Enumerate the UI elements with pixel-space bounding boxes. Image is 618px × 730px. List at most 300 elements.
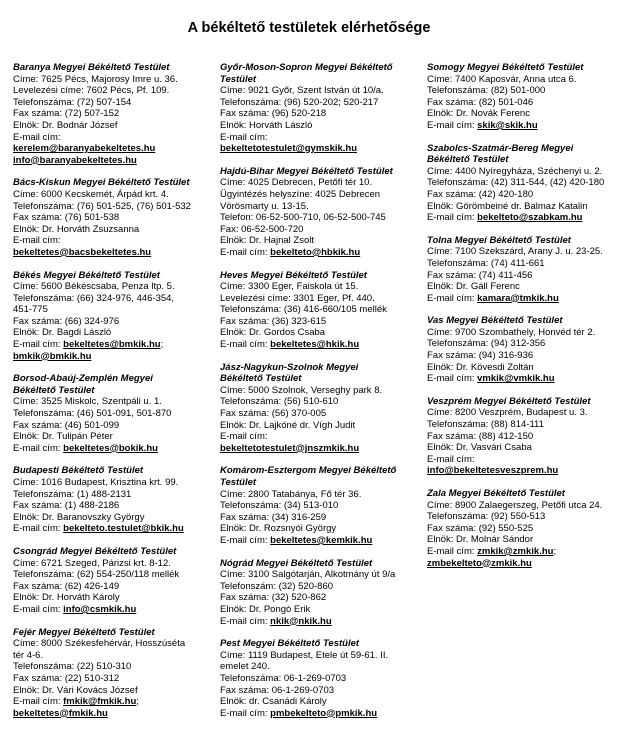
- text-segment: Fax száma: (36) 323-615: [220, 315, 327, 327]
- contact-line: [13, 592, 205, 604]
- contact-line: [427, 500, 618, 512]
- contact-line: [220, 500, 412, 512]
- email-link[interactable]: bekeltetotestulet@jnszmkik.hu: [220, 442, 360, 454]
- email-link[interactable]: info@bekeltetesveszprem.hu: [427, 465, 559, 477]
- text-segment: Címe: 4400 Nyíregyháza, Széchenyi u. 2.: [427, 165, 603, 177]
- contact-line: [220, 281, 412, 293]
- board-entry: [13, 62, 205, 166]
- contact-line: [220, 385, 412, 397]
- contact-line: [220, 212, 412, 224]
- contact-line: [220, 616, 412, 628]
- text-segment: Vörösmarty u. 13-15.: [220, 200, 309, 212]
- board-entry: [13, 465, 205, 535]
- contact-line: [220, 316, 412, 328]
- contact-line: [427, 327, 618, 339]
- text-segment: Telefonszáma: (1) 488-2131: [13, 488, 132, 500]
- contact-line: [13, 281, 205, 293]
- text-segment: E-mail cím:: [427, 212, 478, 224]
- board-entry: [220, 638, 412, 719]
- contact-line: [13, 212, 205, 224]
- text-segment: E-mail cím:: [13, 339, 64, 351]
- text-segment: Fax száma: (88) 412-150: [427, 430, 534, 442]
- board-name: Pest Megyei Békéltető Testület: [220, 638, 360, 650]
- text-segment: Fax száma: (32) 520-862: [220, 592, 327, 604]
- contact-line: [13, 351, 205, 363]
- board-entry: [427, 396, 618, 477]
- text-segment: Telefonszáma: (42) 311-544, (42) 420-180: [427, 177, 605, 189]
- contact-line: [220, 327, 412, 339]
- contact-line: [220, 581, 412, 593]
- text-segment: E-mail cím:: [427, 373, 478, 385]
- email-link[interactable]: zmkik@zmkik.hu: [477, 545, 554, 557]
- text-segment: E-mail cím:: [220, 339, 271, 351]
- text-segment: Elnök: Dr. Hajnal Zsolt: [220, 235, 314, 247]
- contact-line: [220, 247, 412, 259]
- text-segment: Címe: 5600 Békéscsaba, Penza ltp. 5.: [13, 281, 175, 293]
- contact-line: [427, 120, 618, 132]
- contact-line: [427, 407, 618, 419]
- text-segment: Telefonszáma: (62) 554-250/118 mellék: [13, 569, 180, 581]
- contact-line: [427, 270, 618, 282]
- board-name: Veszprém Megyei Békéltető Testület: [427, 395, 591, 407]
- text-segment: ;: [160, 339, 164, 351]
- text-segment: Telefonszáma: (56) 510-610: [220, 396, 339, 408]
- contact-line: [427, 350, 618, 362]
- text-segment: Címe: 1119 Budapest, Etele út 59-61. II.: [220, 649, 389, 661]
- text-segment: Telefon: 06-52-500-710, 06-52-500-745: [220, 212, 386, 224]
- text-segment: Címe: 7625 Pécs, Majorosy Imre u. 36.: [13, 73, 178, 85]
- board-entry: [13, 270, 205, 363]
- contact-line: [427, 189, 618, 201]
- text-segment: Telefonszáma: (82) 501-000: [427, 85, 546, 97]
- board-name: Szabolcs-Szatmár-Bereg Megyei: [427, 142, 574, 154]
- text-segment: E-mail cím:: [13, 442, 64, 454]
- board-name: Vas Megyei Békéltető Testület: [427, 315, 563, 327]
- email-link[interactable]: kerelem@baranyabekeltetes.hu: [13, 143, 156, 155]
- contact-line: [13, 189, 205, 201]
- column: [220, 62, 412, 730]
- contact-line: [220, 661, 412, 673]
- contact-line: [220, 685, 412, 697]
- contact-line: [220, 97, 412, 109]
- contact-line: [427, 546, 618, 558]
- contact-line: [13, 604, 205, 616]
- contact-line: [220, 304, 412, 316]
- contact-line: [220, 512, 412, 524]
- board-name: Borsod-Abaúj-Zemplén Megyei: [13, 373, 153, 385]
- text-segment: Címe: 7400 Kaposvár, Anna utca 6.: [427, 73, 577, 85]
- contact-line: [427, 166, 618, 178]
- column: [427, 62, 618, 730]
- contact-line: [13, 558, 205, 570]
- email-link[interactable]: bekeltetes@bmkik.hu: [63, 339, 161, 351]
- board-entry: [220, 270, 412, 351]
- text-segment: E-mail cím:: [13, 523, 64, 535]
- text-segment: E-mail cím:: [13, 603, 64, 615]
- board-entry: [220, 62, 412, 155]
- text-segment: Elnök: Dr. Gordos Csaba: [220, 327, 326, 339]
- contact-line: [13, 512, 205, 524]
- text-segment: Fax: 06-52-500-720: [220, 223, 304, 235]
- contact-line: [427, 373, 618, 385]
- text-segment: Elnök: Horváth László: [220, 119, 313, 131]
- contact-line: [13, 661, 205, 673]
- contact-line: [220, 120, 412, 132]
- contact-line: [13, 443, 205, 455]
- text-segment: Telefonszáma: (88) 814-111: [427, 419, 544, 431]
- board-name: Baranya Megyei Békéltető Testület: [13, 62, 170, 73]
- text-segment: Címe: 3100 Salgótarján, Alkotmány út 9/a: [220, 569, 396, 581]
- text-segment: Címe: 7100 Szekszárd, Arany J. u. 23-25.: [427, 246, 603, 258]
- contact-line: [13, 489, 205, 501]
- text-segment: E-mail cím:: [427, 453, 475, 465]
- text-segment: ;: [136, 696, 139, 708]
- text-segment: E-mail cím:: [13, 235, 61, 247]
- email-link[interactable]: bekeltetes@hkik.hu: [270, 339, 360, 351]
- text-segment: Elnök: Dr. Kövesdi Zoltán: [427, 361, 534, 373]
- board-name: Fejér Megyei Békéltető Testület: [13, 626, 155, 638]
- contact-line: [427, 201, 618, 213]
- contact-line: [13, 304, 205, 316]
- contact-line: [13, 581, 205, 593]
- text-segment: Elnök: Dr. Molnár Sándor: [427, 534, 534, 546]
- text-segment: Elnök: Dr. Lajkóné dr. Vígh Judit: [220, 419, 356, 431]
- board-entry: [220, 362, 412, 455]
- board-name: Békés Megyei Békéltető Testület: [13, 269, 160, 281]
- board-name: Tolna Megyei Békéltető Testület: [427, 234, 571, 246]
- text-segment: Fax száma: (62) 426-149: [13, 580, 120, 592]
- text-segment: Fax száma: (46) 501-099: [13, 419, 120, 431]
- text-segment: Elnök: Dr. Tulipán Péter: [13, 431, 113, 443]
- contact-line: [13, 420, 205, 432]
- board-entry: [13, 546, 205, 616]
- text-segment: Címe: 9700 Szombathely, Honvéd tér 2.: [427, 326, 596, 338]
- contact-line: [427, 523, 618, 535]
- text-segment: Fax száma: (66) 324-976: [13, 315, 120, 327]
- text-segment: Elnök: Dr. Horváth Károly: [13, 592, 120, 604]
- text-segment: Elnök: Dr. Bodnár József: [13, 119, 118, 131]
- contact-line: [13, 224, 205, 236]
- text-segment: Telefonszáma: (96) 520-202; 520-217: [220, 96, 379, 108]
- contact-line: [220, 201, 412, 213]
- board-entry: [427, 143, 618, 224]
- contact-line: [13, 327, 205, 339]
- contact-line: [13, 696, 205, 708]
- text-segment: Telefonszáma: (66) 324-976, 446-354,: [13, 292, 175, 304]
- text-segment: Fax száma: (74) 411-456: [427, 269, 533, 281]
- email-link[interactable]: skik@skik.hu: [477, 119, 538, 131]
- text-segment: E-mail cím:: [220, 534, 271, 546]
- board-name: Zala Megyei Békéltető Testület: [427, 488, 565, 499]
- text-segment: E-mail cím:: [220, 131, 268, 143]
- board-name: Budapesti Békéltető Testület: [13, 465, 144, 477]
- text-segment: Telefonszáma: (76) 501-525, (76) 501-532: [13, 200, 191, 212]
- contact-line: [13, 685, 205, 697]
- email-link[interactable]: nkik@nkik.hu: [270, 615, 332, 627]
- text-segment: Telefonszáma: (94) 312-356: [427, 338, 546, 350]
- contact-line: [220, 443, 412, 455]
- email-link[interactable]: bekeltetes@bacsbekeltetes.hu: [13, 246, 152, 258]
- contact-line: [427, 558, 618, 570]
- board-entry: [13, 627, 205, 720]
- board-name: Komárom-Esztergom Megyei Békéltető: [220, 465, 397, 477]
- board-entry: [427, 488, 618, 569]
- board-name: Nógrád Megyei Békéltető Testület: [220, 557, 373, 569]
- text-segment: Fax száma: (96) 520-218: [220, 108, 327, 120]
- contact-line: [13, 108, 205, 120]
- board-name: Somogy Megyei Békéltető Testület: [427, 62, 584, 73]
- text-segment: Címe: 8000 Székesfehérvár, Hosszúséta: [13, 638, 186, 650]
- board-name: Csongrád Megyei Békéltető Testület: [13, 545, 177, 557]
- page-title: A békéltető testületek elérhetősége: [187, 20, 431, 36]
- board-name: Békéltető Testület: [427, 154, 509, 166]
- contact-line: [427, 74, 618, 86]
- text-segment: E-mail cím:: [13, 696, 64, 708]
- contact-line: [13, 316, 205, 328]
- contact-line: [220, 132, 412, 144]
- board-name: Békéltető Testület: [220, 373, 302, 385]
- text-segment: Telefonszáma: (36) 416-660/105 mellék: [220, 304, 387, 316]
- contact-line: [13, 673, 205, 685]
- text-segment: Fax száma: (76) 501-538: [13, 212, 120, 224]
- contact-line: [13, 155, 205, 167]
- email-link[interactable]: info@csmkik.hu: [63, 603, 137, 615]
- text-segment: Fax száma: (34) 316-259: [220, 511, 327, 523]
- board-entry: [220, 558, 412, 628]
- contact-line: [13, 339, 205, 351]
- contact-line: [220, 235, 412, 247]
- contact-line: [13, 120, 205, 132]
- board-name: Győr-Moson-Sopron Megyei Békéltető: [220, 62, 393, 73]
- contact-line: [13, 477, 205, 489]
- text-segment: Fax száma: (22) 510-312: [13, 672, 120, 684]
- contact-line: [13, 293, 205, 305]
- contact-line: [13, 235, 205, 247]
- contact-line: [220, 673, 412, 685]
- text-segment: Fax száma: (72) 507-152: [13, 108, 120, 120]
- email-link[interactable]: info@baranyabekeltetes.hu: [13, 154, 137, 166]
- board-entry: [13, 373, 205, 454]
- email-link[interactable]: kamara@tmkik.hu: [477, 292, 559, 304]
- contact-line: [220, 523, 412, 535]
- text-segment: Fax száma: (82) 501-046: [427, 96, 534, 108]
- contact-line: [427, 534, 618, 546]
- text-segment: Fax száma: (1) 488-2186: [13, 500, 120, 512]
- text-segment: Címe: 1016 Budapest, Krisztina krt. 99.: [13, 477, 179, 488]
- contact-line: [13, 97, 205, 109]
- board-entry: [13, 177, 205, 258]
- text-segment: Telefonszáma: (22) 510-310: [13, 661, 132, 673]
- contact-line: [220, 396, 412, 408]
- board-entry: [427, 315, 618, 385]
- contact-line: [427, 454, 618, 466]
- contact-line: [427, 442, 618, 454]
- contact-line: [13, 500, 205, 512]
- contact-line: [220, 420, 412, 432]
- board-name: Testület: [220, 477, 257, 488]
- board-name: Testület: [220, 73, 257, 85]
- text-segment: Telefonszáma: (72) 507-154: [13, 96, 132, 108]
- contact-line: [427, 177, 618, 189]
- email-link[interactable]: bekeltetes@kemkik.hu: [270, 534, 373, 546]
- text-segment: Címe: 5000 Szolnok, Verseghy park 8.: [220, 384, 383, 396]
- email-link[interactable]: bmkik@bmkik.hu: [13, 350, 92, 362]
- text-segment: Telefonszáma: 06-1-269-0703: [220, 672, 347, 684]
- text-segment: Elnök: Dr. Rozsnyói György: [220, 523, 337, 535]
- text-segment: Elnök: dr. Csanádi Károly: [220, 696, 327, 708]
- text-segment: Elnök: Dr. Horváth Zsuzsanna: [13, 223, 140, 235]
- text-segment: Fax száma: (94) 316-936: [427, 350, 534, 362]
- text-segment: Címe: 4025 Debrecen, Petőfi tér 10.: [220, 177, 373, 189]
- text-segment: Elnök: Görömbeiné dr. Balmaz Katalin: [427, 200, 588, 212]
- text-segment: Címe: 6721 Szeged, Párizsi krt. 8-12.: [13, 557, 171, 569]
- text-segment: emelet 240.: [220, 661, 270, 673]
- contact-line: [220, 108, 412, 120]
- board-entry: [220, 166, 412, 259]
- text-segment: E-mail cím:: [220, 431, 268, 443]
- contact-line: [220, 143, 412, 155]
- text-segment: Ügyintézés helyszíne: 4025 Debrecen: [220, 188, 381, 200]
- email-link[interactable]: bekeltetes@fmkik.hu: [13, 707, 108, 719]
- contact-line: [427, 338, 618, 350]
- board-entry: [427, 62, 618, 132]
- contact-line: [220, 85, 412, 97]
- contact-line: [220, 696, 412, 708]
- contact-line: [427, 85, 618, 97]
- contact-line: [13, 85, 205, 97]
- text-segment: Levelezési címe: 7602 Pécs, Pf. 109.: [13, 85, 170, 97]
- board-entry: [220, 465, 412, 546]
- email-link[interactable]: zmbekelteto@zmkik.hu: [427, 557, 532, 569]
- text-segment: Telefonszáma: (92) 550-513: [427, 511, 546, 523]
- contact-line: [427, 419, 618, 431]
- text-segment: Telefonszám: (32) 520-860: [220, 580, 334, 592]
- text-segment: Fax száma: 06-1-269-0703: [220, 684, 335, 696]
- board-name: Bács-Kiskun Megyei Békéltető Testület: [13, 177, 190, 189]
- text-segment: Elnök: Dr. Vasvári Csaba: [427, 442, 532, 454]
- text-segment: Elnök: Dr. Pongó Erik: [220, 603, 311, 615]
- email-link[interactable]: vmkik@vmkik.hu: [477, 373, 555, 385]
- contact-line: [427, 362, 618, 374]
- text-segment: E-mail cím:: [427, 545, 478, 557]
- contact-line: [13, 408, 205, 420]
- contact-line: [220, 408, 412, 420]
- contact-line: [427, 293, 618, 305]
- email-link[interactable]: bekelteto@szabkam.hu: [477, 212, 583, 224]
- contact-line: [427, 431, 618, 443]
- text-segment: ;: [553, 545, 557, 557]
- contact-line: [220, 224, 412, 236]
- contact-line: [13, 247, 205, 259]
- contact-line: [220, 592, 412, 604]
- text-segment: Fax száma: (42) 420-180: [427, 188, 534, 200]
- email-link[interactable]: bekelteto.testulet@bkik.hu: [63, 523, 184, 535]
- contact-line: [220, 708, 412, 720]
- contact-line: [427, 97, 618, 109]
- contact-line: [427, 511, 618, 523]
- contact-line: [220, 489, 412, 501]
- text-segment: Telefonszáma: (74) 411-661: [427, 257, 545, 269]
- text-segment: Címe: 8900 Zalaegerszeg, Petőfi utca 24.: [427, 499, 603, 511]
- contact-line: [13, 431, 205, 443]
- board-name: Jász-Nagykun-Szolnok Megyei: [220, 361, 359, 373]
- contact-line: [220, 431, 412, 443]
- contact-line: [13, 708, 205, 720]
- text-segment: Elnök: Dr. Novák Ferenc: [427, 108, 530, 120]
- contact-line: [13, 143, 205, 155]
- contact-line: [220, 569, 412, 581]
- contact-line: [13, 650, 205, 662]
- text-segment: Címe: 6000 Kecskemét, Árpád krt. 4.: [13, 188, 169, 200]
- text-segment: Címe: 8200 Veszprém, Budapest u. 3.: [427, 407, 588, 419]
- columns: [0, 62, 618, 730]
- email-link[interactable]: pmbekelteto@pmkik.hu: [270, 707, 378, 719]
- contact-line: [13, 201, 205, 213]
- email-link[interactable]: bekeltetotestulet@gymskik.hu: [220, 143, 358, 155]
- text-segment: E-mail cím:: [220, 615, 271, 627]
- board-name: Heves Megyei Békéltető Testület: [220, 269, 367, 281]
- text-segment: E-mail cím:: [427, 119, 478, 131]
- board-name: Hajdú-Bihar Megyei Békéltető Testület: [220, 165, 393, 177]
- contact-line: [220, 293, 412, 305]
- contact-line: [427, 465, 618, 477]
- contact-line: [220, 650, 412, 662]
- email-link[interactable]: fmkik@fmkik.hu: [63, 696, 137, 708]
- contact-line: [13, 638, 205, 650]
- contact-line: [220, 339, 412, 351]
- text-segment: Címe: 9021 Győr, Szent István út 10/a.: [220, 85, 384, 97]
- text-segment: Címe: 2800 Tatabánya, Fő tér 36.: [220, 488, 362, 500]
- text-segment: E-mail cím:: [220, 246, 271, 258]
- email-link[interactable]: bekelteto@hbkik.hu: [270, 246, 361, 258]
- board-name: Békéltető Testület: [13, 384, 95, 396]
- text-segment: Telefonszáma: (46) 501-091, 501-870: [13, 408, 172, 420]
- contact-line: [427, 212, 618, 224]
- text-segment: Elnök: Dr. Gáll Ferenc: [427, 281, 520, 293]
- text-segment: tér 4-6.: [13, 649, 44, 661]
- text-segment: Fax száma: (92) 550-525: [427, 522, 534, 534]
- contact-line: [427, 258, 618, 270]
- text-segment: E-mail cím:: [220, 707, 271, 719]
- contact-line: [13, 74, 205, 86]
- text-segment: Telefonszáma: (34) 513-010: [220, 500, 339, 512]
- contact-line: [13, 569, 205, 581]
- text-segment: Címe: 3525 Miskolc, Szentpáli u. 1.: [13, 396, 162, 408]
- contact-line: [13, 396, 205, 408]
- text-segment: E-mail cím:: [13, 131, 61, 143]
- text-segment: 451-775: [13, 304, 48, 316]
- contact-line: [220, 189, 412, 201]
- contact-line: [13, 523, 205, 535]
- text-segment: Elnök: Dr. Vári Kovács József: [13, 684, 138, 696]
- contact-line: [13, 132, 205, 144]
- contact-line: [220, 535, 412, 547]
- text-segment: Fax száma: (56) 370-005: [220, 408, 327, 420]
- contact-line: [427, 281, 618, 293]
- text-segment: Címe: 3300 Eger, Faiskola út 15.: [220, 281, 359, 293]
- board-entry: [427, 235, 618, 305]
- text-segment: E-mail cím:: [427, 292, 478, 304]
- contact-line: [220, 604, 412, 616]
- contact-line: [220, 177, 412, 189]
- email-link[interactable]: bekeltetes@bokik.hu: [63, 442, 158, 454]
- text-segment: Levelezési címe: 3301 Eger, Pf. 440.: [220, 292, 375, 304]
- contact-line: [427, 108, 618, 120]
- text-segment: Elnök: Dr. Baranovszky György: [13, 511, 145, 523]
- column: [13, 62, 205, 730]
- contact-line: [427, 246, 618, 258]
- text-segment: Elnök: Dr. Bagdi László: [13, 327, 112, 339]
